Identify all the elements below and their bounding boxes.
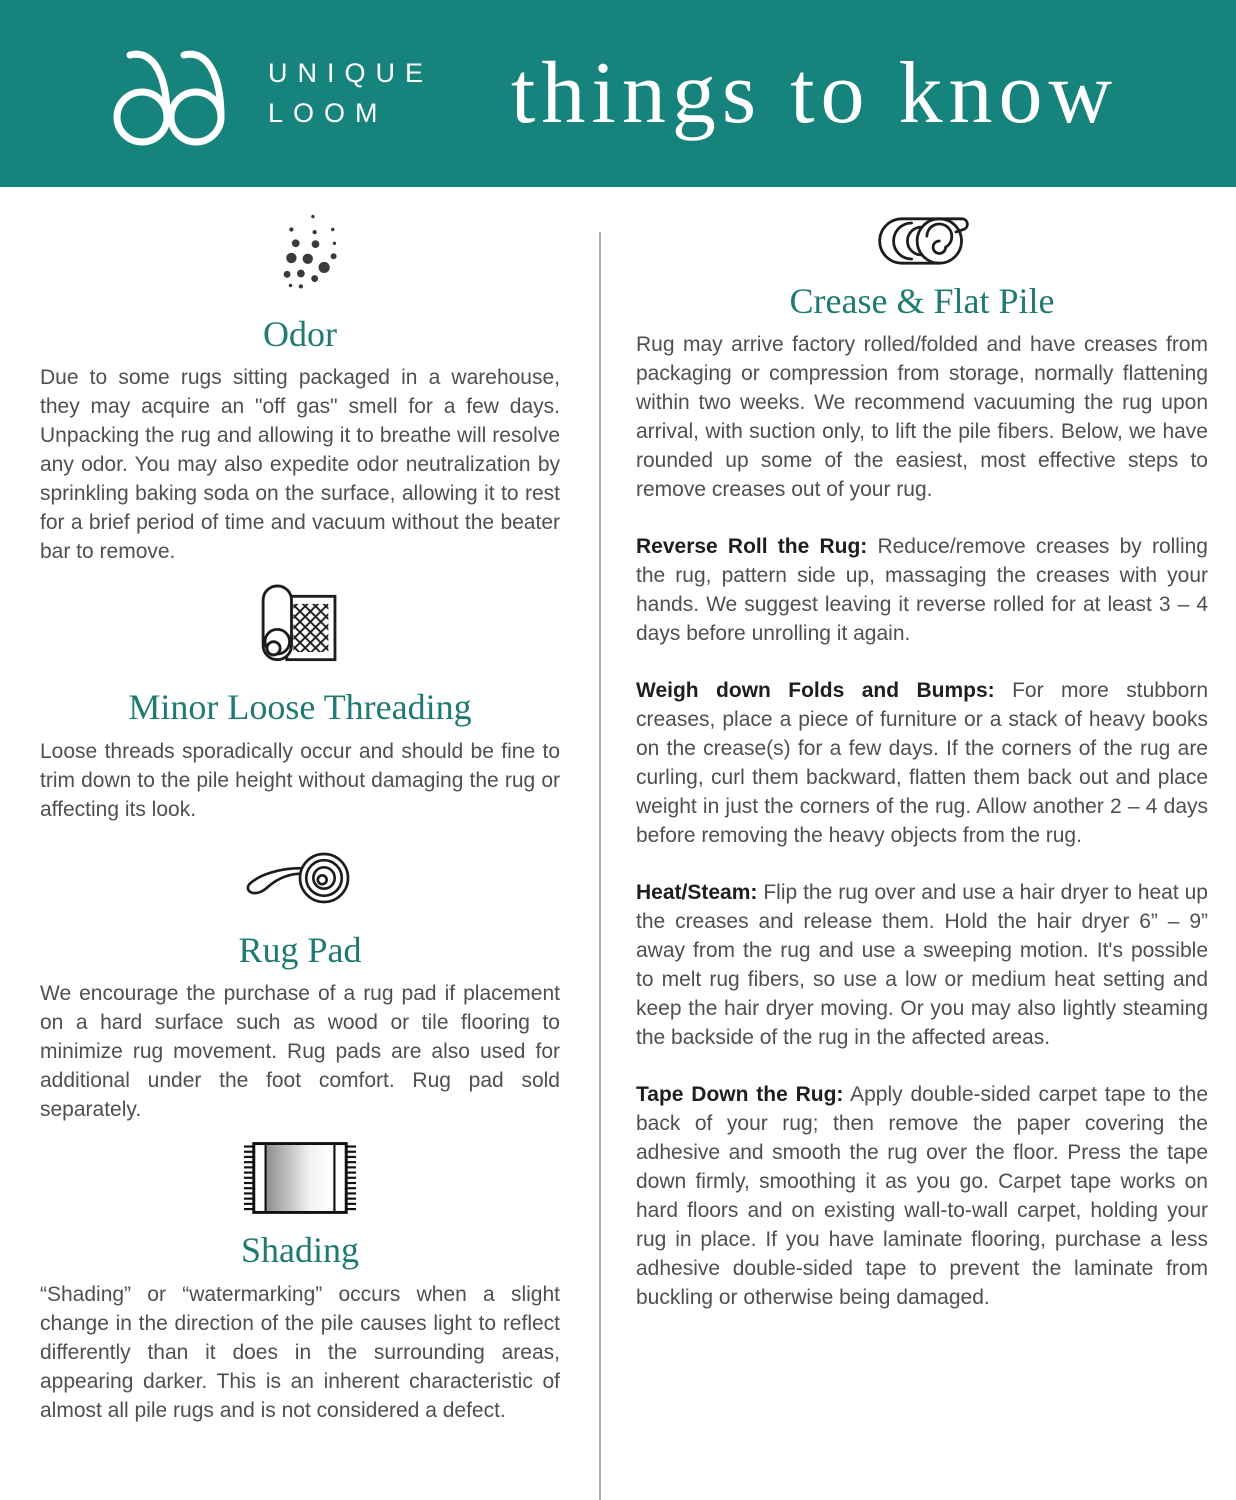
- left-column: [0, 187, 600, 1500]
- rolled-rug-crosshatch-icon: [40, 580, 560, 675]
- content-columns: [0, 187, 1236, 1500]
- shaded-rug-fringe-icon: [40, 1138, 560, 1218]
- header-banner: [0, 0, 1236, 187]
- section-odor: [40, 207, 560, 566]
- odor-particles-icon: [40, 207, 560, 302]
- brand-block: [100, 35, 433, 153]
- rug-pad-roll-icon: [40, 838, 560, 918]
- section-rug-pad: [40, 838, 560, 1124]
- tip-tape-down: [636, 1080, 1208, 1312]
- section-crease-flat-pile: [636, 213, 1208, 1312]
- section-heading: Minor Loose Threading: [128, 687, 472, 728]
- tip-label: Reverse Roll the Rug:: [636, 535, 868, 559]
- rolled-rug-side-icon: [636, 213, 1208, 269]
- section-body: Loose threads sporadically occur and should be fine to trim down to the pile height without damaging the rug or affecting its look.: [40, 739, 560, 821]
- section-heading: Shading: [240, 1230, 359, 1271]
- brand-line-1: UNIQUE: [268, 58, 434, 89]
- section-intro: Rug may arrive factory rolled/folded and have creases from packaging or compression from storage, normally flattening within two weeks. We recommend vacuuming the rug upon arrival, with suction only, to lift the pile fibers. Below, we have rounded up some of the easiest, most effective steps to remove creases out of your rug.: [636, 333, 1208, 502]
- tip-text: Flip the rug over and use a hair dryer to heat up the creases and release them. Hold the hair dryer 6” – 9” away from the rug and use a sweeping motion. It's possible to melt rug fibers, so use a low or medium heat setting and keep the hair dryer moving. Or you may also lightly steaming the backside of the rug in the affected areas.: [636, 881, 1208, 1050]
- tip-heat-steam: [636, 878, 1208, 1052]
- section-heading: Rug Pad: [238, 929, 362, 970]
- tip-label: Heat/Steam:: [636, 881, 758, 905]
- tip-label: Tape Down the Rug:: [636, 1083, 844, 1107]
- brand-name: [268, 54, 433, 132]
- tip-text: Reduce/remove creases by rolling the rug, pattern side up, massaging the creases with your hands. We suggest leaving it reverse rolled for at least 3 – 4 days before unrolling it again.: [636, 535, 1208, 646]
- unique-loom-logo-icon: [100, 35, 250, 153]
- section-heading: Odor: [263, 314, 337, 354]
- brand-line-2: LOOM: [268, 97, 388, 128]
- right-column: [600, 187, 1236, 1500]
- section-body: Due to some rugs sitting packaged in a warehouse, they may acquire an "off gas" smell for a few days. Unpacking the rug and allowing it to breathe will resolve any odor. You may also expedite odor neutralization by sprinkling baking soda on the surface, allowing it to rest for a brief period of time and vacuum without the beater bar to remove.: [40, 366, 560, 564]
- section-heading: Crease & Flat Pile: [789, 281, 1055, 321]
- section-body: “Shading” or “watermarking” occurs when a slight change in the direction of the pile causes light to reflect differently than it does in the surrounding areas, appearing darker. This is an inherent characteristic of almost all pile rugs and is not considered a defect.: [40, 1282, 560, 1422]
- section-body: We encourage the purchase of a rug pad if placement on a hard surface such as wood or tile flooring to minimize rug movement. Rug pads are also used for additional under the foot comfort. Rug pad sold separately.: [40, 982, 560, 1122]
- tip-text: For more stubborn creases, place a piece of furniture or a stack of heavy books on the crease(s) for a few days. If the corners of the rug are curling, curl them backward, flatten them back out and place weight in just the corners of the rug. Allow another 2 – 4 days before removing the heavy objects from the rug.: [636, 679, 1208, 848]
- tip-label: Weigh down Folds and Bumps:: [636, 679, 995, 703]
- tip-text: Apply double-sided carpet tape to the back of your rug; then remove the paper covering the adhesive and smooth the rug over the floor. Press the tape down firmly, smoothing it as you go. Carpet tape works on hard floors and on existing wall-to-wall carpet, holding your rug in place. If you have laminate flooring, purchase a less adhesive double-sided tape to prevent the laminate from buckling or otherwise being damaged.: [636, 1083, 1208, 1310]
- tip-weigh-down: [636, 676, 1208, 850]
- section-shading: [40, 1138, 560, 1424]
- column-divider: [599, 232, 601, 1500]
- page-title: things to know: [510, 45, 1119, 142]
- section-minor-loose-threading: [40, 580, 560, 823]
- tip-reverse-roll: [636, 532, 1208, 648]
